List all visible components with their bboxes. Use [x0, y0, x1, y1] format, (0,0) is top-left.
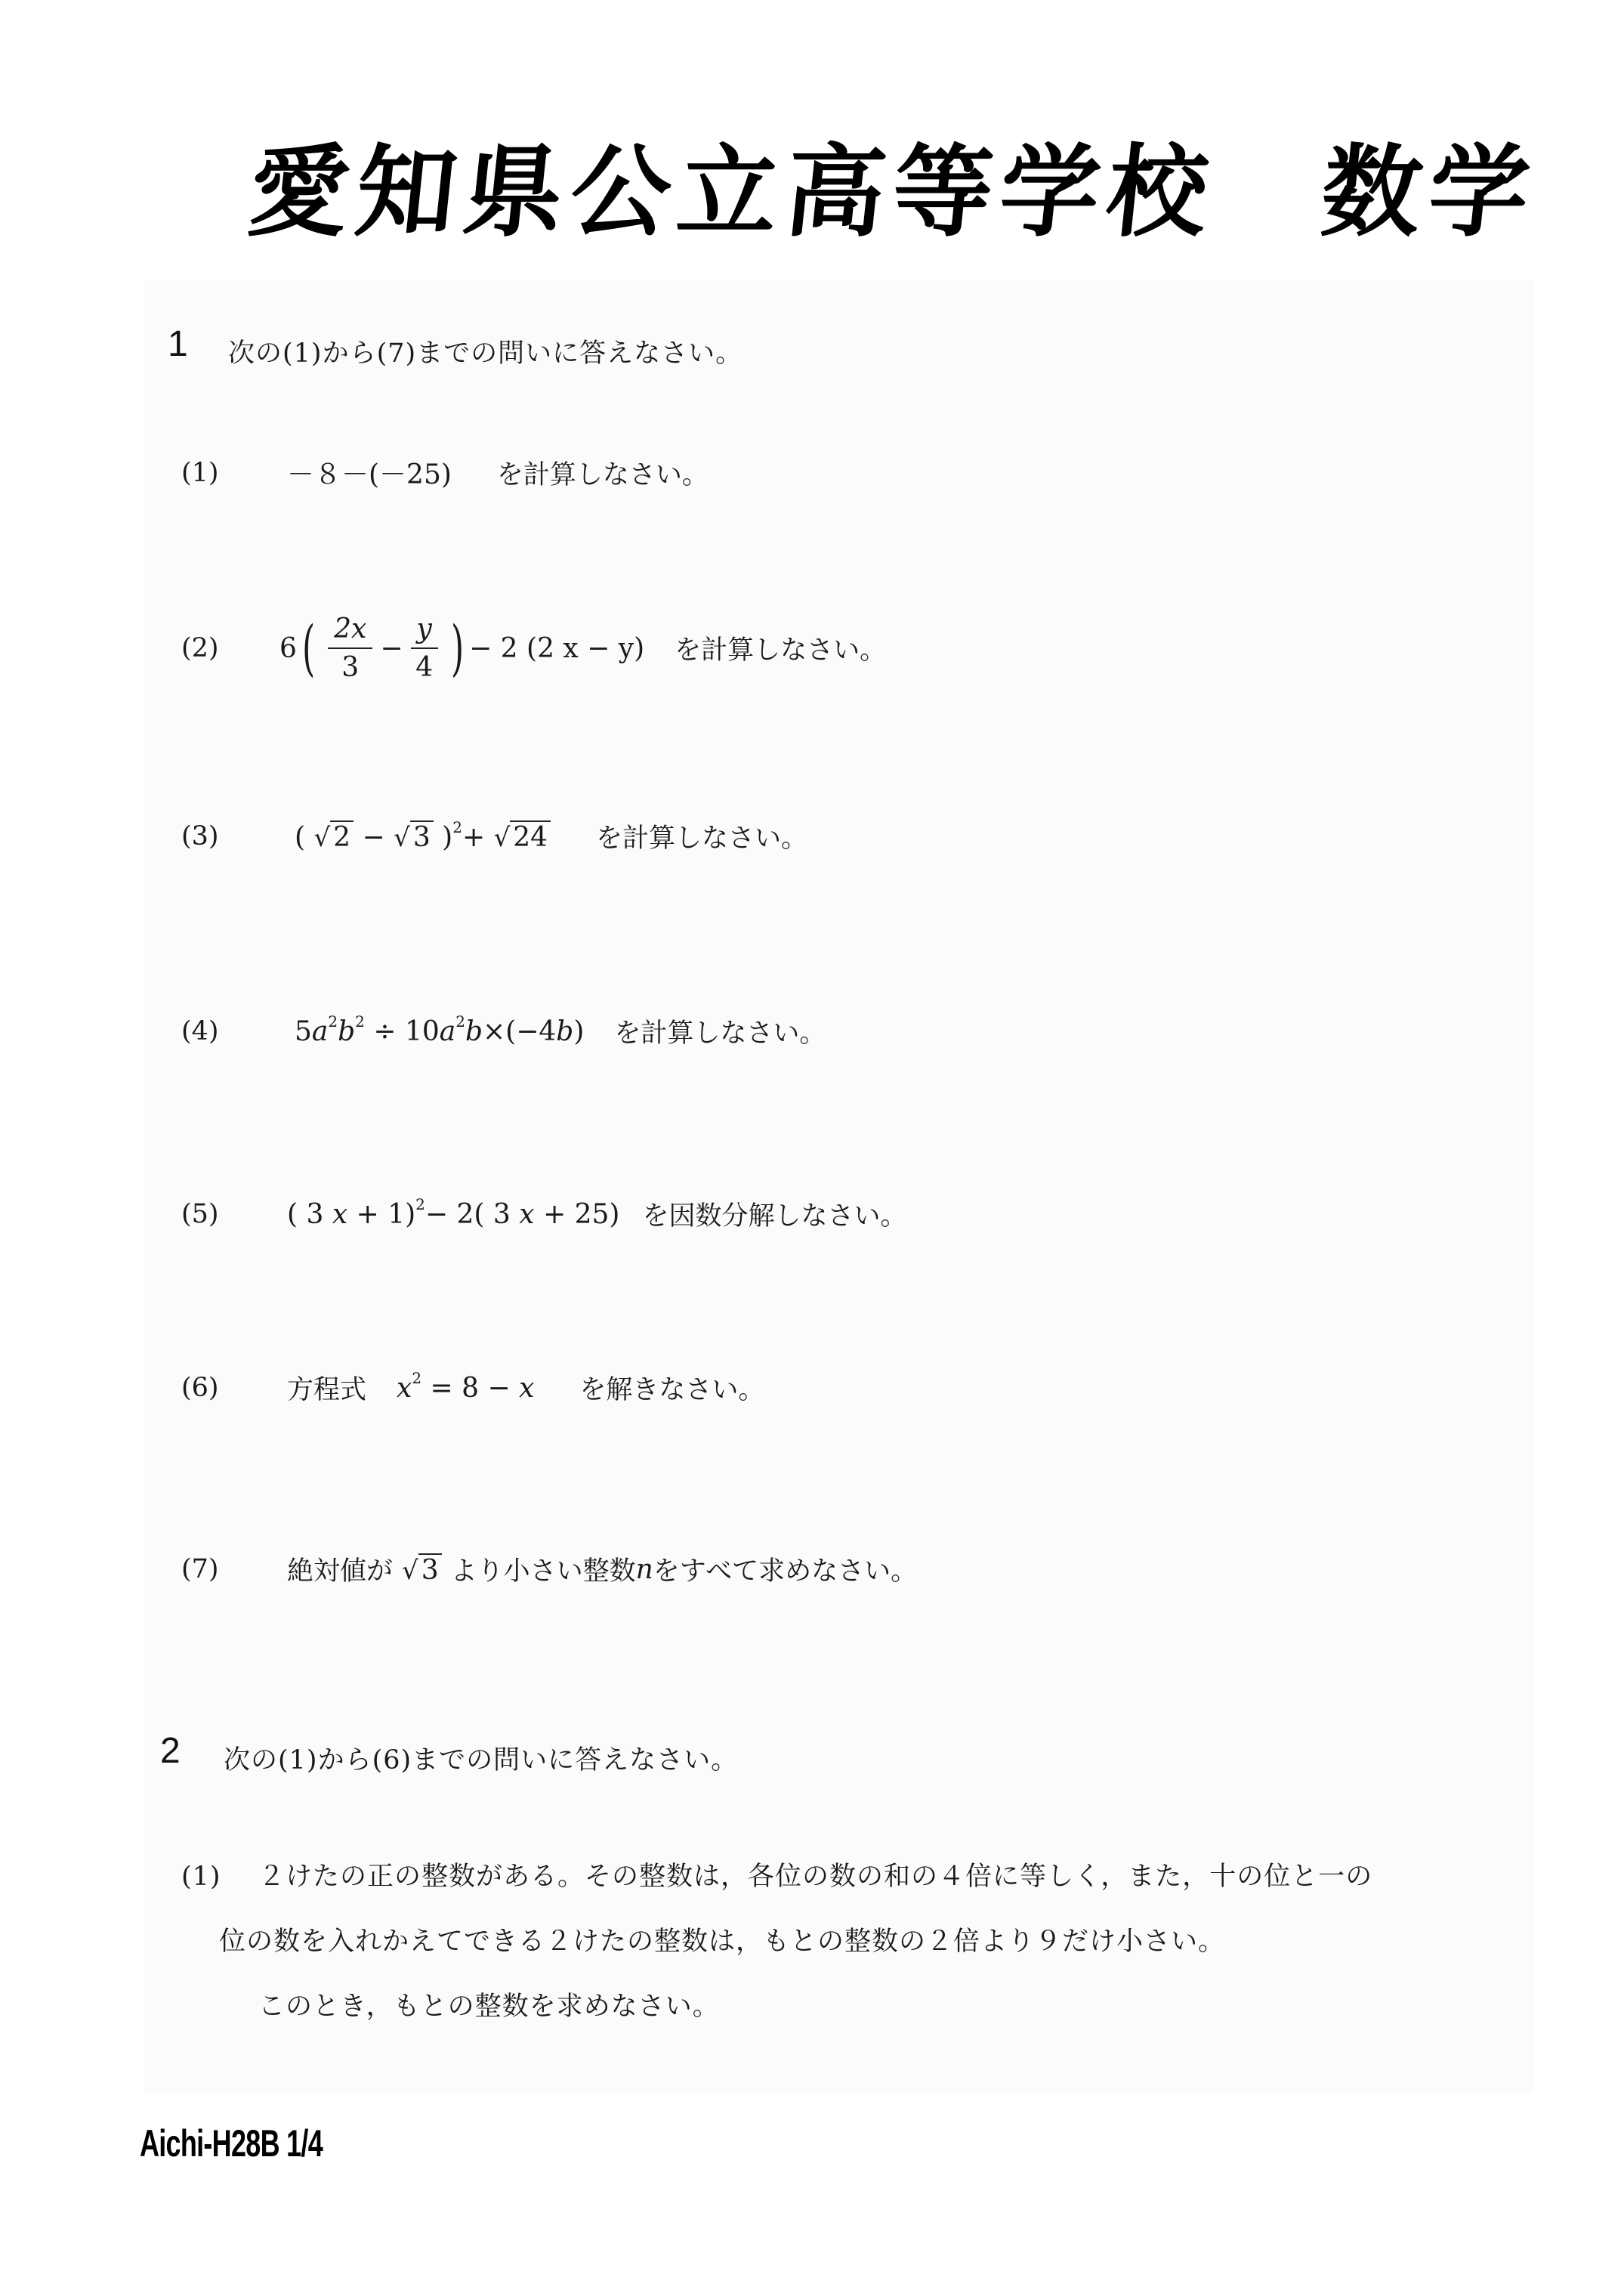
question-1-1	[181, 453, 709, 492]
math-expression: ( √ 2 − √ 3 )$^2$+ √ 24	[295, 820, 551, 853]
page-title: 愛知県公立高等学校 数学	[242, 134, 1543, 251]
math-expression: $x^2 = 8 - x$	[397, 1368, 535, 1404]
variable-n: n	[635, 1553, 653, 1585]
question-1-2	[181, 613, 886, 683]
denominator: 3	[341, 652, 360, 683]
denominator: 4	[415, 652, 434, 683]
question-prefix: 方程式	[287, 1375, 367, 1405]
question-instruction: をすべて求めなさい。	[653, 1556, 918, 1587]
question-1-5	[181, 1195, 906, 1233]
question-instruction: を計算しなさい。	[614, 1018, 826, 1049]
coefficient: 6	[279, 632, 297, 664]
page-footer-label: Aichi-H28B 1/4	[140, 2122, 323, 2165]
numerator: 2x	[328, 613, 372, 649]
math-expression: －８－(－25)	[287, 459, 452, 490]
question-label: (7)	[181, 1554, 219, 1584]
math-expression: ( 3 x + 1)$^2$− 2( 3 x + 25)	[287, 1194, 620, 1230]
question-label: (3)	[181, 821, 219, 851]
question-label: (6)	[181, 1373, 219, 1403]
question-1-3	[181, 817, 807, 855]
left-paren: (	[301, 613, 316, 683]
minus-sign: −	[380, 632, 403, 664]
question-2-1-line-2: 位の数を入れかえてできる２けたの整数は，もとの整数の２倍より９だけ小さい。	[219, 1927, 1226, 1957]
question-1-6	[181, 1369, 764, 1407]
section-1-number: 1	[168, 324, 188, 364]
question-1-7	[181, 1550, 917, 1588]
question-label: (1)	[181, 457, 219, 488]
question-instruction: を解きなさい。	[579, 1375, 765, 1405]
question-1-4	[181, 1012, 826, 1050]
question-label: (2)	[181, 633, 219, 663]
question-instruction: を因数分解しなさい。	[642, 1201, 907, 1231]
scan-background	[144, 280, 1533, 2093]
math-expression: $5a^2b^2 \div 10a^2b\times(-4b)$	[295, 1012, 585, 1047]
math-expression: √ 3	[402, 1553, 442, 1586]
question-2-1-label: (1)	[181, 1862, 221, 1892]
question-instruction: を計算しなさい。	[496, 459, 709, 490]
question-label: (4)	[181, 1016, 219, 1046]
question-instruction: を計算しなさい。	[675, 635, 887, 666]
section-2-number: 2	[160, 1731, 181, 1771]
question-instruction: を計算しなさい。	[596, 824, 808, 854]
question-label: (5)	[181, 1199, 219, 1229]
section-2-instruction: 次の(1)から(6)までの問いに答えなさい。	[224, 1745, 739, 1775]
right-paren: )	[450, 613, 465, 683]
text-before: 絶対値が	[287, 1556, 394, 1587]
numerator: y	[411, 613, 438, 649]
text-after: より小さい整数	[450, 1556, 636, 1587]
math-expression	[279, 613, 644, 683]
fraction	[328, 613, 372, 683]
expression-tail: − 2 (2 x − y)	[469, 632, 645, 664]
section-1-instruction: 次の(1)から(7)までの問いに答えなさい。	[228, 338, 743, 369]
question-2-1-line-3: このとき，もとの整数を求めなさい。	[258, 1992, 720, 2022]
fraction	[411, 613, 438, 683]
question-2-1-line-1: ２けたの正の整数がある。その整数は，各位の数の和の４倍に等しく，また，十の位と一の	[258, 1862, 1373, 1892]
